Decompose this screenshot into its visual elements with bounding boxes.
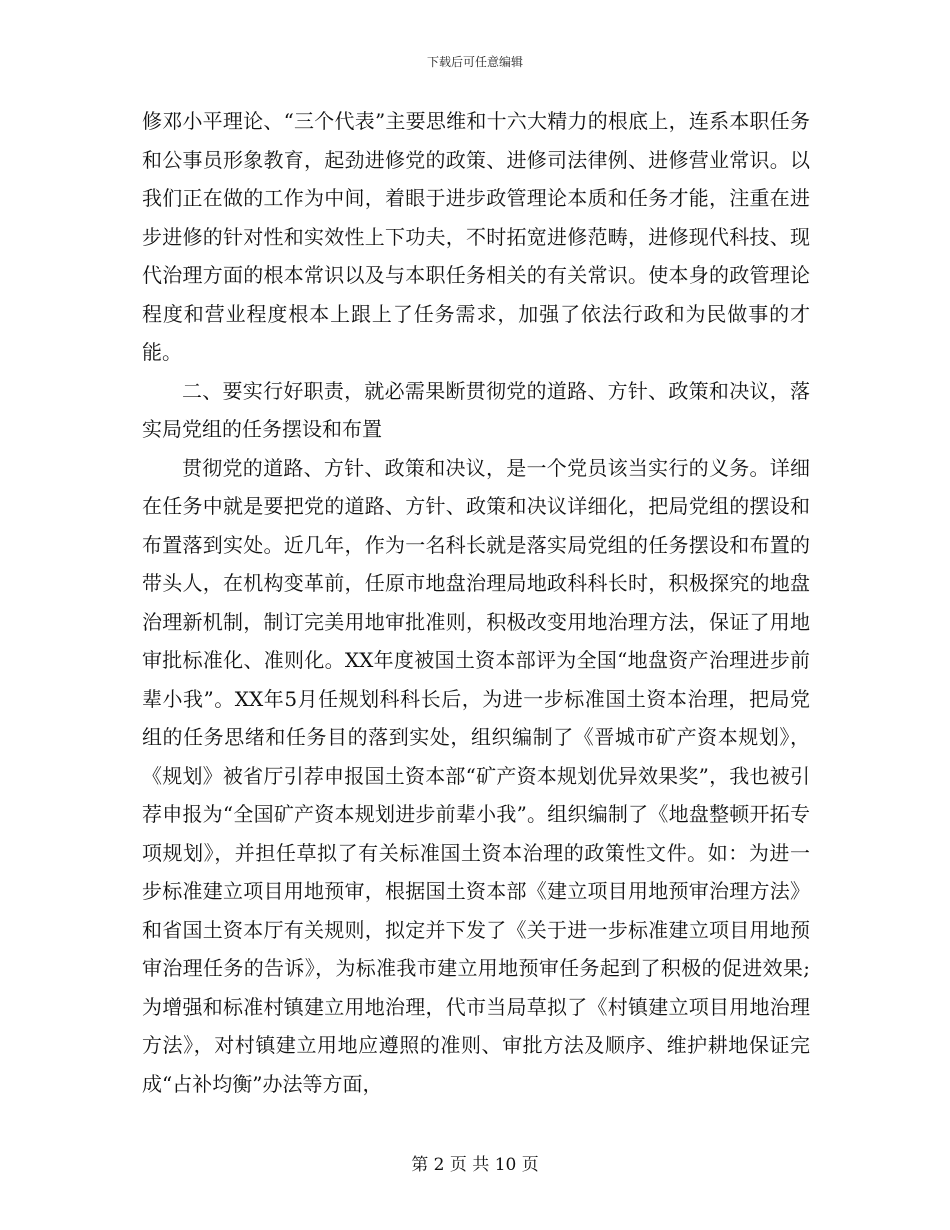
paragraph-continuation: 修邓小平理论、“三个代表”主要思维和十六大精力的根底上，连系本职任务和公事员形象教育，起劲进修党的政策、进修司法律例、进修营业常识。以我们正在做的工作为中间，着眼于进步政管理论本质和任务才能，注重在进步进修的针对性和实效性上下功夫，不时拓宽进修范畴，进修现代科技、现代治理方面的根本常识以及与本职任务相关的有关常识。使本身的政管理论程度和营业程度根本上跟上了任务需求，加强了依法行政和为民做事的才能。 xyxy=(142,109,810,364)
page-header-note: 下载后可任意编辑 xyxy=(426,55,523,69)
paragraph-body: 贯彻党的道路、方针、政策和决议，是一个党员该当实行的义务。详细在任务中就是要把党的道路、方针、政策和决议详细化，把局党组的摆设和布置落到实处。近几年，作为一名科长就是落实局党组的任务摆设和布置的带头人，在机构变革前，任原市地盘治理局地政科科长时，积极探究的地盘治理新机制，制订完美用地审批准则，积极改变用地治理方法，保证了用地审批标准化、准则化。XX年度被国土资本部评为全国“地盘资产治理进步前辈小我”。XX年5月任规划科科长后，为进一步标准国土资本治理，把局党组的任务思绪和任务目的落到实处，组织编制了《晋城市矿产资本规划》，《规划》被省厅引荐申报国土资本部“矿产资本规划优异效果奖”，我也被引荐申报为“全国矿产资本规划进步前辈小我”。组织编制了《地盘整顿开拓专项规划》，并担任草拟了有关标准国土资本治理的政策性文件。如：为进一步标准建立项目用地预审，根据国土资本部《建立项目用地预审治理方法》和省国土资本厅有关规则，拟定并下发了《关于进一步标准建立项目用地预审治理任务的告诉》，为标准我市建立用地预审任务起到了积极的促进效果;为增强和标准村镇建立用地治理，代市当局草拟了《村镇建立项目用地治理方法》，对村镇建立用地应遵照的准则、审批方法及顺序、维护耕地保证完成“占补均衡”办法等方面， xyxy=(142,455,810,1096)
section-heading: 二、要实行好职责，就必需果断贯彻党的道路、方针、政策和决议，落实局党组的任务摆设和布置 xyxy=(142,378,810,441)
document-body xyxy=(142,102,810,1103)
page-number: 第 2 页 共 10 页 xyxy=(411,1155,539,1175)
